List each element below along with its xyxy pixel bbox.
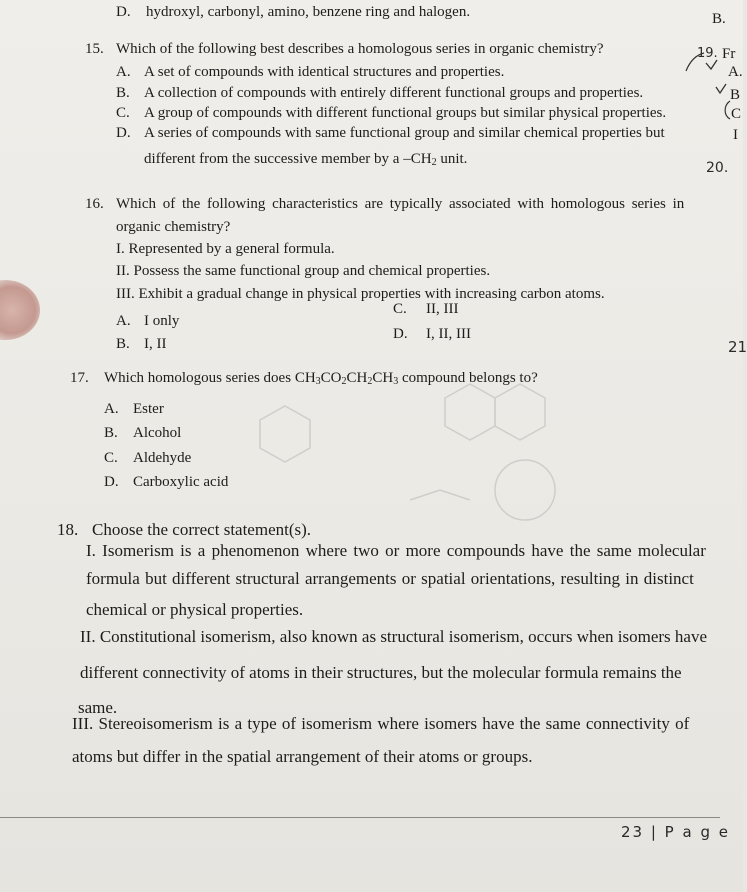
q15-option-c-text: A group of compounds with different functional groups but similar physical properties.	[144, 105, 667, 121]
q15-option-b-text: A collection of compounds with entirely different functional groups and properties.	[144, 85, 644, 101]
q18-line-5: different connectivity of atoms in their structures, but the molecular formula remains the	[80, 663, 682, 682]
pen-tick-marks	[680, 45, 743, 185]
footer-rule	[0, 817, 720, 818]
margin-option-b: B	[730, 87, 741, 103]
margin-option-a: A.	[728, 64, 743, 80]
formula-subscript: 2	[367, 376, 373, 387]
q16-stem-line1: Which of the following characteristics are typically associated with homologous series in	[116, 196, 685, 212]
q18-line-8: atoms but differ in the spatial arrangement of their atoms or groups.	[72, 747, 533, 766]
q17-formula	[295, 370, 398, 386]
q16-option-c-letter: C.	[393, 301, 407, 317]
q16-statement-1: I. Represented by a general formula.	[116, 241, 335, 257]
q17-option-a-text: Ester	[133, 401, 164, 417]
q16-number: 16.	[85, 196, 104, 212]
q16-option-b-letter: B.	[116, 336, 130, 352]
q16-option-d-letter: D.	[393, 326, 408, 342]
q18-line-1: I. Isomerism is a phenomenon where two or more compounds have the same molecular	[86, 541, 706, 560]
q17-option-c-letter: C.	[104, 450, 118, 466]
q14-option-d-text: hydroxyl, carbonyl, amino, benzene ring and halogen.	[146, 4, 471, 20]
q16-option-c-text: II, III	[426, 301, 459, 317]
q14-option-d-letter: D.	[116, 4, 131, 20]
right-margin-b: B.	[712, 11, 726, 27]
formula-subscript: 3	[393, 376, 399, 387]
q18-line-3: chemical or physical properties.	[86, 600, 304, 619]
q17-option-b-letter: B.	[104, 425, 118, 441]
q15-option-d-text: A series of compounds with same functional group and similar chemical properties but	[144, 125, 665, 141]
q16-option-a-letter: A.	[116, 313, 131, 329]
q18-line-4: II. Constitutional isomerism, also known as structural isomerism, occurs when isomers have	[80, 627, 708, 646]
q17-option-a-letter: A.	[104, 401, 119, 417]
finger-shadow	[0, 280, 40, 340]
q15-option-a-text: A set of compounds with identical structures and properties.	[144, 64, 505, 80]
q18-line-2: formula but different structural arrangements or spatial orientations, resulting in distinct	[86, 569, 694, 588]
q16-option-a-text: I only	[144, 313, 180, 329]
formula-part: CH	[346, 370, 368, 386]
q17-option-c-text: Aldehyde	[133, 450, 192, 466]
q18-line-6: same.	[78, 698, 118, 717]
formula-part: CH	[372, 370, 394, 386]
q15-option-d-letter: D.	[116, 125, 131, 141]
page-number: 23 | P a g e	[621, 823, 730, 841]
formula-subscript: 3	[315, 376, 321, 387]
margin-q20-number: 20.	[706, 160, 729, 176]
q15-option-d-continuation: different from the successive member by a $-CH_2$ unit.	[144, 151, 468, 168]
formula-part: CH	[294, 370, 316, 386]
formula-subscript: 2	[341, 376, 347, 387]
margin-q19-fr: Fr	[722, 46, 736, 62]
margin-q21-number: 21	[728, 338, 747, 356]
formula-part: CO	[320, 370, 342, 386]
q15-option-a-letter: A.	[116, 64, 131, 80]
q18-stem: Choose the correct statement(s).	[92, 520, 312, 539]
q17-option-d-letter: D.	[104, 474, 119, 490]
q18-number: 18.	[57, 520, 79, 539]
q18-line-7: III. Stereoisomerism is a type of isomerism where isomers have the same connectivity of	[72, 714, 690, 733]
q15-stem: Which of the following best describes a homologous series in organic chemistry?	[116, 41, 604, 57]
q15-number: 15.	[85, 41, 104, 57]
q17-option-d-text: Carboxylic acid	[133, 474, 229, 490]
margin-option-d: I	[733, 127, 738, 143]
q16-option-d-text: I, II, III	[426, 326, 471, 342]
margin-option-c: C	[731, 106, 742, 122]
q16-statement-3: III. Exhibit a gradual change in physical properties with increasing carbon atoms.	[116, 286, 605, 302]
q17-option-b-text: Alcohol	[133, 425, 182, 441]
q17-number: 17.	[70, 370, 89, 386]
q16-option-b-text: I, II	[144, 336, 167, 352]
q15-option-b-letter: B.	[116, 85, 130, 101]
q15-option-c-letter: C.	[116, 105, 130, 121]
q16-statement-2: II. Possess the same functional group and chemical properties.	[116, 263, 491, 279]
q16-stem-line2: organic chemistry?	[116, 219, 231, 235]
q17-stem: Which homologous series does $CH_3CO_2CH_2CH_3$ compound belongs to?	[104, 370, 538, 387]
margin-q19-number: 19.	[697, 46, 718, 61]
